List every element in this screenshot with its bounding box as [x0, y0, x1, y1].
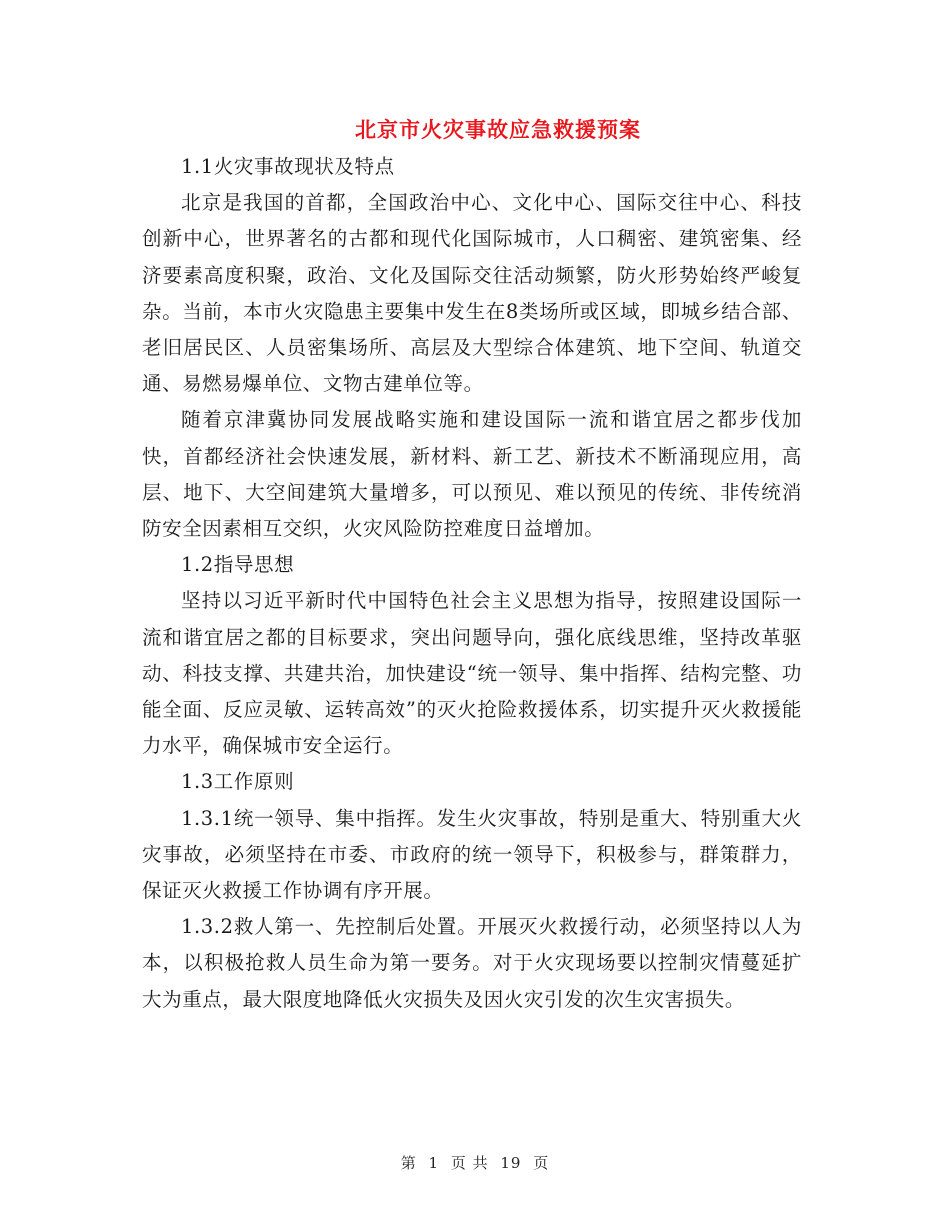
body-paragraph: 北京是我国的首都，全国政治中心、文化中心、国际交往中心、科技创新中心，世界著名的古都和现代化国际城市，人口稠密、建筑密集、经济要素高度积聚，政治、文化及国际交往活动频繁，防火形势始终严峻复杂。当前，本市火灾隐患主要集中发生在8类场所或区域，即城乡结合部、老旧居民区、人员密集场所、高层及大型综合体建筑、地下空间、轨道交通、易燃易爆单位、文物古建单位等。 [142, 191, 802, 396]
body-paragraph: 随着京津冀协同发展战略实施和建设国际一流和谐宜居之都步伐加快，首都经济社会快速发展，新材料、新工艺、新技术不断涌现应用，高层、地下、大空间建筑大量增多，可以预见、难以预见的传统、非传统消防安全因素相互交织，火灾风险防控难度日益增加。 [142, 408, 802, 541]
body-paragraph: 1.3.1统一领导、集中指挥。发生火灾事故，特别是重大、特别重大火灾事故，必须坚持在市委、市政府的统一领导下，积极参与，群策群力，保证灭火救援工作协调有序开展。 [142, 806, 802, 903]
page-number: 1 [428, 1154, 440, 1172]
page-footer [0, 1152, 950, 1173]
section-heading: 1.1火灾事故现状及特点 [181, 155, 395, 178]
footer-suffix: 页 [533, 1154, 550, 1172]
section-heading: 1.2指导思想 [181, 553, 295, 577]
total-pages: 19 [500, 1154, 522, 1172]
document-body [142, 149, 802, 1018]
body-paragraph: 坚持以习近平新时代中国特色社会主义思想为指导，按照建设国际一流和谐宜居之都的目标要求，突出问题导向，强化底线思维，坚持改革驱动、科技支撑、共建共治，加快建设“统一领导、集中指挥、结构完整、功能全面、反应灵敏、运转高效”的灭火抢险救援体系，切实提升灭火救援能力水平，确保城市安全运行。 [142, 589, 802, 758]
section-heading: 1.3工作原则 [181, 770, 295, 794]
document-title: 北京市火灾事故应急救援预案 [355, 118, 641, 142]
footer-middle: 页 共 [450, 1154, 489, 1172]
body-paragraph: 1.3.2救人第一、先控制后处置。开展灭火救援行动，必须坚持以人为本，以积极抢救人员生命为第一要务。对于火灾现场要以控制灾情蔓延扩大为重点，最大限度地降低火灾损失及因火灾引发的次生灾害损失。 [142, 915, 802, 1011]
footer-prefix: 第 [400, 1154, 417, 1172]
